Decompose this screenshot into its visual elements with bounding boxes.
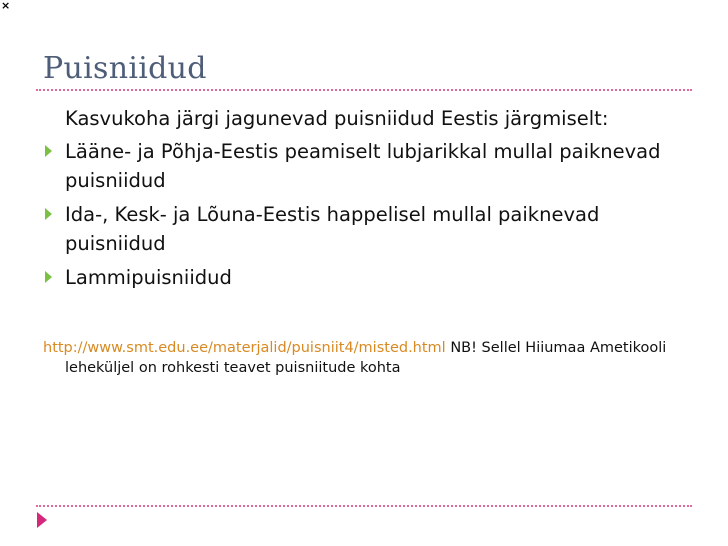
reference-link[interactable]: http://www.smt.edu.ee/materjalid/puisniit4/misted.html [43,340,446,356]
slide-content [43,104,683,297]
bullet-arrow-icon [45,145,52,157]
bullet-item [43,200,683,258]
note-text-line1: NB! Sellel Hiiumaa Ametikooli [445,340,667,356]
bullet-text: Ida-, Kesk- ja Lõuna-Eestis happelisel mullal paiknevad puisniidud [65,203,600,255]
close-icon[interactable]: × [1,0,11,12]
bullet-item [43,137,683,195]
bottom-divider [36,505,692,507]
slide-title: Puisniidud [43,51,207,86]
bullet-arrow-icon [45,271,52,283]
next-slide-arrow-icon[interactable] [37,512,47,528]
bullet-text: Lammipuisniidud [65,266,232,289]
intro-text: Kasvukoha järgi jagunevad puisniidud Eestis järgmiselt: [65,107,609,130]
top-divider [36,89,692,91]
reference-note [43,338,693,378]
note-text-line2: leheküljel on rohkesti teavet puisniitude kohta [65,360,401,376]
bullet-text: Lääne- ja Põhja-Eestis peamiselt lubjarikkal mullal paiknevad puisniidud [65,140,661,192]
bullet-item [43,263,683,292]
bullet-arrow-icon [45,208,52,220]
